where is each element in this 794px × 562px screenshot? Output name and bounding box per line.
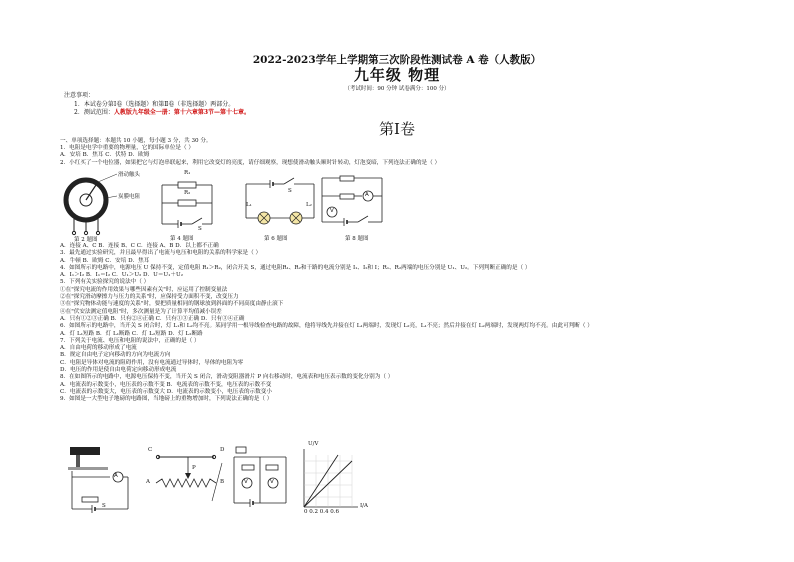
question-line: C．电阻是导体对电流的阻碍作用，没有电流通过导体时，导体的电阻为零 (60, 359, 244, 366)
slider-p-label: P (192, 465, 196, 471)
ui-graph-figure (298, 447, 362, 513)
lamp-l1-label: L₁ (246, 202, 252, 208)
resistor-r2-label: R₂ (184, 190, 191, 196)
question-line: D．电压的作用是使自由电荷定向移动形成电流 (60, 367, 177, 374)
question-line: A．I₁＞I₂ B．I₁＝I₂ C．U₁＞U₂ D．U＝U₁＋U₂ (60, 272, 183, 279)
switch-label: S (102, 503, 106, 509)
question-line: ②在"探究滑动摩擦力与压力的关系"时，应保持受力面积不变，改变压力 (60, 294, 239, 301)
questions-block-a (60, 138, 750, 167)
questions-block-b (60, 243, 760, 404)
carbon-film-label: 炭膜电阻 (118, 194, 141, 200)
axis-i-label: I/A (360, 503, 368, 509)
notice-item-2-red: 人教版九年级全一册：第十六章第3节—第十七章。 (113, 109, 251, 116)
question-line: 2．小红买了一个电位器，如果把它与灯泡串联起来，利用它改变灯的亮度，请仔细观察，现想使滑动触头顺时针转动，灯泡变暗，下列连法正确的是（ ） (60, 159, 441, 166)
notice-item-2 (64, 109, 464, 118)
circuit-figure-4 (158, 172, 228, 236)
ammeter-label: A (114, 473, 118, 479)
question-line: A．只有①②③正确 B．只有②④正确 C．只有①③正确 D．只有③④正确 (60, 315, 245, 322)
question-line: A．灯 L₁短路 B．灯 L₁断路 C．灯 L₂短路 D．灯 L₂断路 (60, 330, 203, 337)
question-line: 7．下列关于电流、电压和电阻的说法中，正确的是（ ） (60, 337, 200, 344)
figures-row-1 (60, 170, 760, 250)
voltmeter-label: V (244, 479, 248, 485)
axis-u-label: U/V (308, 441, 319, 447)
section-heading: 一、单项选择题：本题共 10 小题，每小题 3 分，共 30 分。 (60, 138, 212, 144)
circuit-figure-8 (318, 172, 388, 236)
potentiometer-figure (62, 172, 122, 242)
exam-meta: （考试时间：90 分钟 试卷满分：100 分） (344, 86, 450, 92)
weighbridge-figure (62, 447, 132, 515)
switch-label: S (288, 188, 292, 194)
figure-caption: 第 8 题图 (345, 236, 369, 242)
notice-item-1: 1．本试卷分第Ⅰ卷（选择题）和第Ⅱ卷（非选择题）两部分。 (74, 100, 235, 108)
figure-caption: 第 2 题图 (74, 237, 98, 243)
terminal-c-label: C (148, 447, 153, 453)
figure-caption: 第 4 题图 (170, 236, 194, 242)
question-line: ①在"探究电流的作用效果与哪些因素有关"时，应运用了控制变量法 (60, 286, 228, 293)
terminal-b-label: B (220, 479, 225, 485)
question-line: C．电流表的示数变大，电压表的示数变大 D．电流表的示数变小，电压表的示数变小 (60, 388, 272, 395)
voltmeter-label: V (270, 479, 274, 485)
question-line: 5．下列有关实验探究的说法中（ ） (60, 279, 150, 286)
notice-item-2-prefix: 2．测试范围： (74, 109, 114, 116)
question-line: 1．电阻是电学中重要的物理量，它的国际单位是（ ） (60, 145, 194, 152)
terminal-a-label: A (146, 479, 150, 485)
figure-caption: 第 6 题图 (264, 236, 288, 242)
part-title: 第Ⅰ卷 (379, 120, 415, 138)
rheostat-figure (148, 449, 228, 509)
question-line: ③在"探究物体动能与速度的关系"时，要把质量相同的钢球放到斜面的不同高度由静止滚下 (60, 301, 284, 308)
figures-row-2 (60, 441, 760, 517)
slider-label: 滑动触头 (118, 172, 141, 178)
question-line: A．牛顿 B．欧姆 C．安培 D．焦耳 (60, 257, 150, 264)
question-line: A．自由电荷的移动形成了电流 (60, 345, 137, 352)
terminal-d-label: D (220, 447, 225, 453)
question-line: ④在"伏安法测定值电阻"时，多次测量是为了计算平均值减小误差 (60, 308, 222, 315)
resistor-r1-label: R₁ (184, 170, 191, 176)
switch-label: S (198, 226, 202, 232)
exam-title: 2022-2023学年上学期第三次阶段性测试卷 A 卷（人教版） (252, 54, 542, 66)
question-line: A．电流表的示数变小，电压表的示数不变 B．电流表的示数不变，电压表的示数不变 (60, 381, 272, 388)
ammeter-label: A (365, 192, 369, 198)
meter-circuit-figure (230, 447, 294, 513)
notice-block (64, 92, 464, 118)
question-line: 8．在如图所示的电路中，电源电压保持不变，当开关 S 闭合，滑动变阻器滑片 P 向右移动时，电流表和电压表示数的变化分别为（ ） (60, 374, 394, 381)
question-line: B．规定自由电子定向移动的方向为电流方向 (60, 352, 171, 359)
notice-heading: 注意事项： (64, 92, 95, 99)
lamp-l2-label: L₂ (306, 202, 312, 208)
question-line: 3．最先通过实验研究，并且最早得出了电流与电压和电阻的关系的科学家是（ ） (60, 250, 262, 257)
question-line: 4．如图所示的电路中，电源电压 U 保持不变，定值电阻 R₁＞R₂，闭合开关 S，通过电阻R₁、R₂和干路的电流分别是 I₁、I₂和 I；R₁、R₂两端的电压分别是 U₁、U₂。下列判断正确的是（ ） (60, 264, 531, 271)
axis-ticks: 0 0.2 0.4 0.6 (304, 509, 339, 515)
voltmeter-label: V (330, 208, 334, 214)
exam-subtitle: 九年级 物理 (353, 66, 441, 84)
question-line: 9．如图是一大型电子地磅的电路图，当地磅上的重物增加时，下列说法正确的是（ ） (60, 396, 273, 403)
question-line: 6．如图所示的电路中，当开关 S 闭合时，灯 L₁和 L₂均不亮。某同学用一根导线检查电路的故障，他将导线先并接在灯 L₁两端时，发现灯 L₂亮，L₁不亮；然后并接在灯 L₂两端时，发现两灯均不亮。由此可判断（ ） (60, 323, 593, 330)
question-line: A．安培 B．焦耳 C．伏特 D．欧姆 (60, 152, 150, 159)
question-line: A．连接 A、C B．连接 B、C C．连接 A、B D．以上都不正确 (60, 243, 219, 249)
